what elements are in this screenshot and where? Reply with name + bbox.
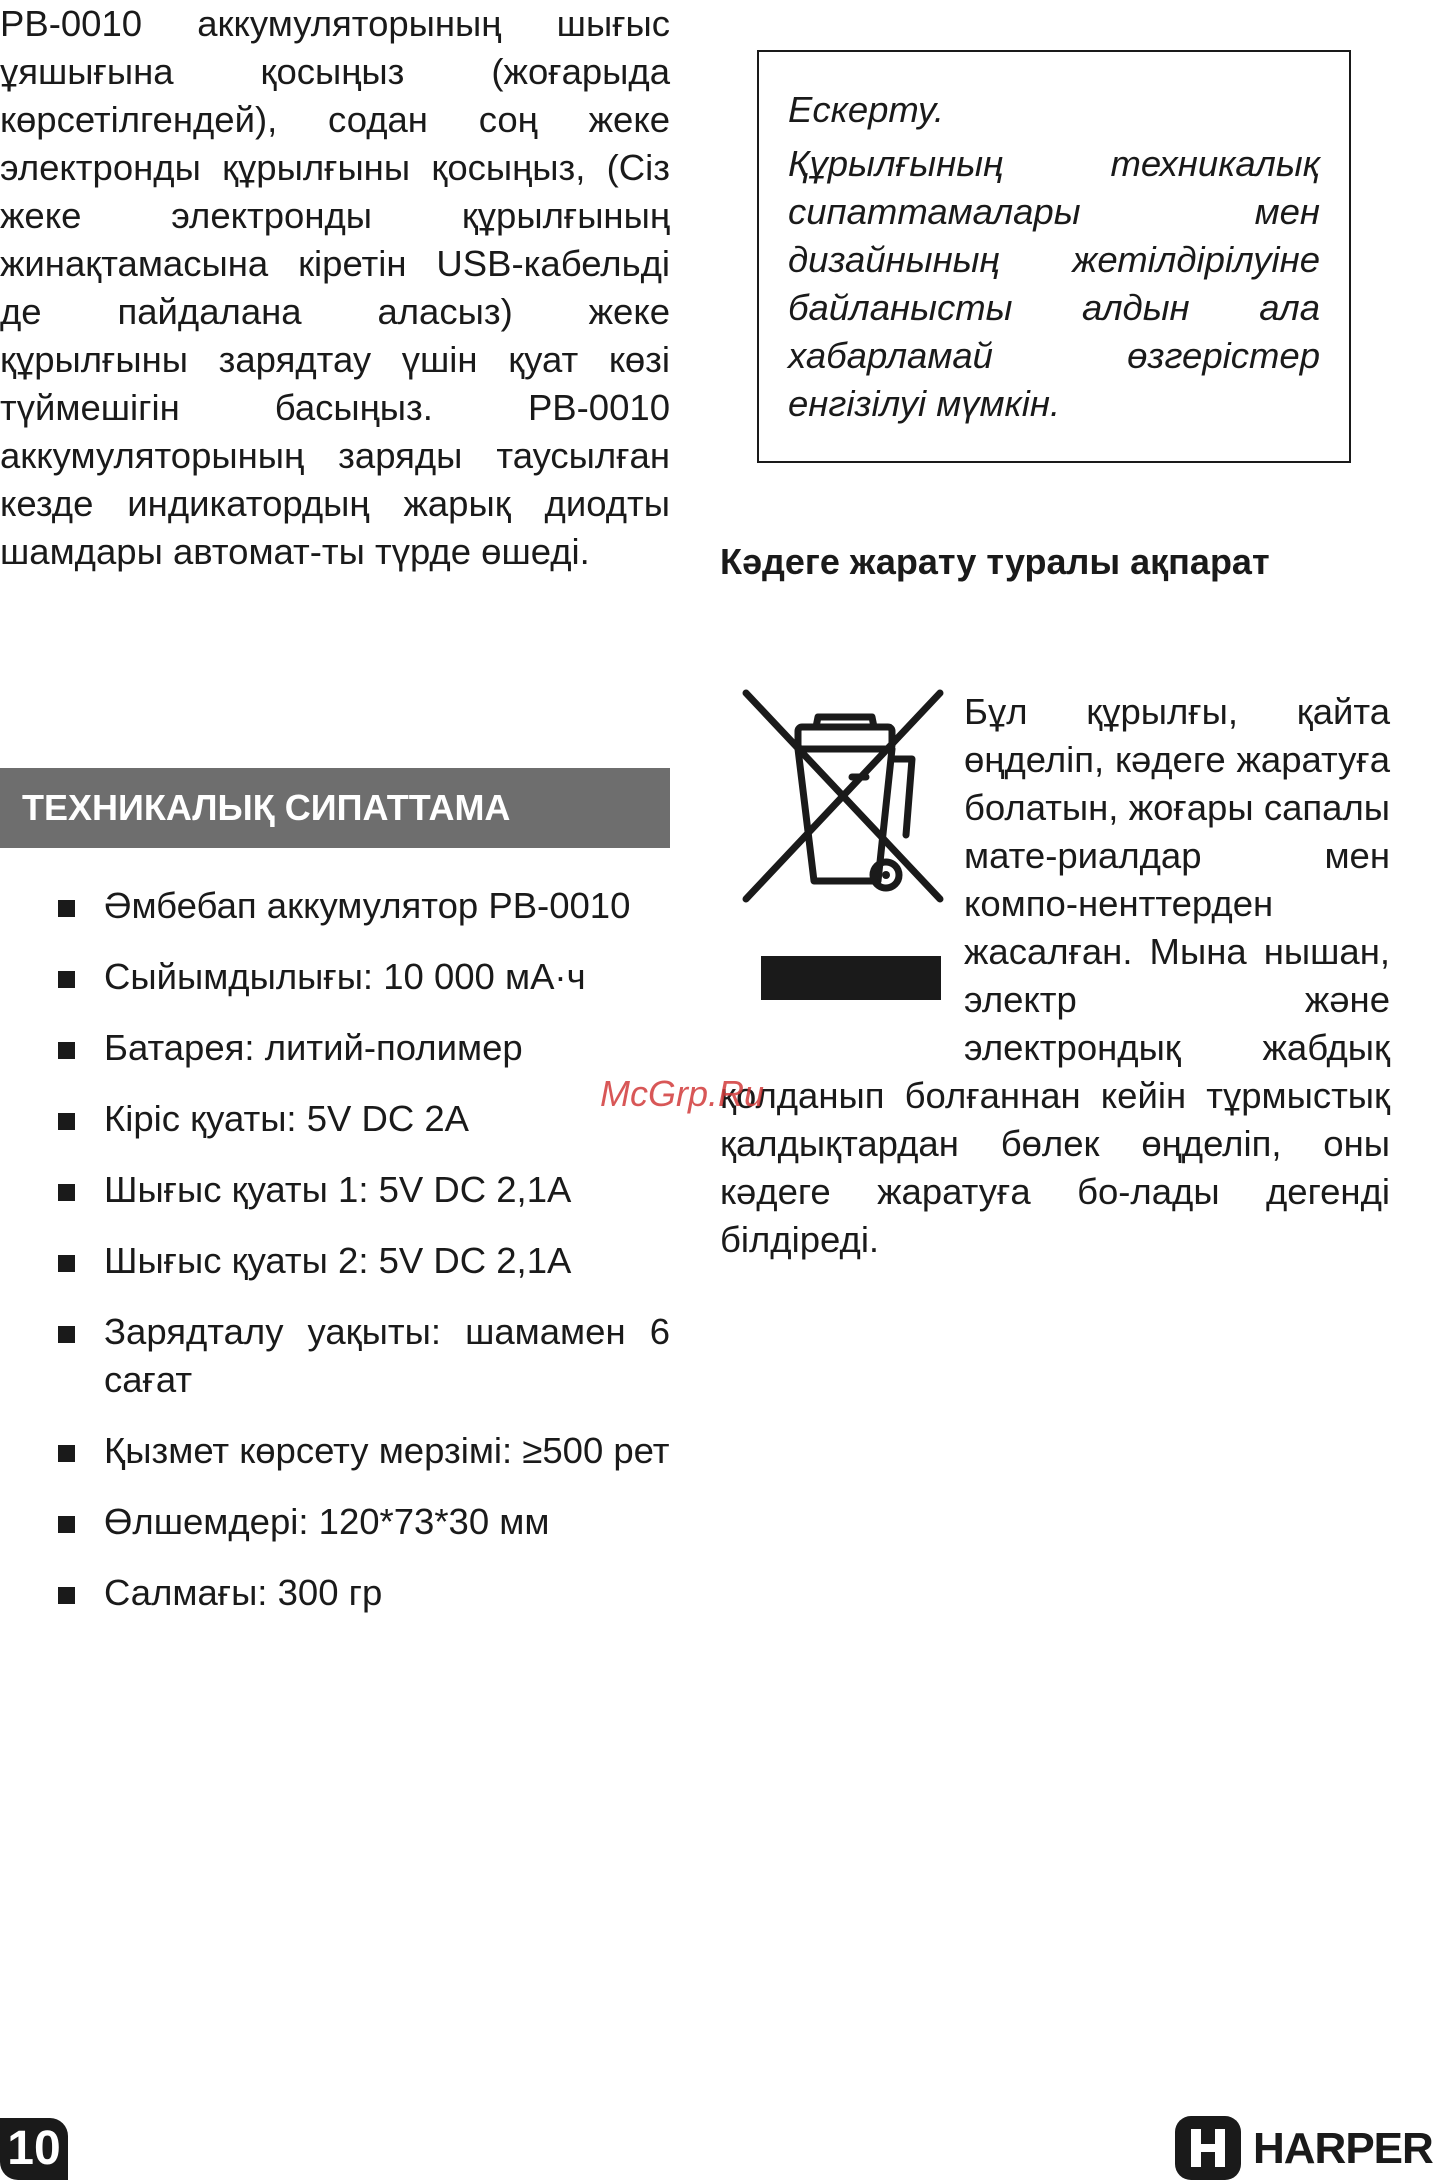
spec-item (58, 1166, 670, 1214)
spec-item-text: Зарядталу уақыты: шамамен 6 сағат (104, 1311, 670, 1400)
bullet-square-icon (58, 971, 75, 988)
spec-item-text: Шығыс қуаты 2: 5V DC 2,1A (104, 1240, 572, 1281)
bullet-square-icon (58, 1042, 75, 1059)
harper-h-logo-icon (1175, 2116, 1241, 2180)
bullet-square-icon (58, 1113, 75, 1130)
spec-item-text: Кіріс қуаты: 5V DC 2A (104, 1098, 469, 1139)
spec-item (58, 1024, 670, 1072)
brand-name: HARPER (1253, 2124, 1433, 2173)
bullet-square-icon (58, 1445, 75, 1462)
spec-item (58, 1095, 670, 1143)
spec-item (58, 1308, 670, 1404)
watermark: McGrp.Ru (600, 1073, 765, 1114)
icon-float-spacer (720, 688, 964, 1072)
spec-item (58, 882, 670, 930)
spec-item (58, 1427, 670, 1475)
bullet-square-icon (58, 900, 75, 917)
note-title: Ескерту. (788, 89, 944, 130)
spec-item-text: Өлшемдері: 120*73*30 мм (104, 1501, 550, 1542)
page-number: 10 (0, 2118, 68, 2180)
spec-item-text: Батарея: литий-полимер (104, 1027, 523, 1068)
spec-item-text: Шығыс қуаты 1: 5V DC 2,1A (104, 1169, 572, 1210)
spec-item (58, 1237, 670, 1285)
spec-item-text: Сыйымдылығы: 10 000 мА·ч (104, 956, 586, 997)
bullet-square-icon (58, 1516, 75, 1533)
bullet-square-icon (58, 1326, 75, 1343)
spec-item (58, 1498, 670, 1546)
disposal-text-block (720, 688, 1390, 1264)
bullet-square-icon (58, 1255, 75, 1272)
spec-list (58, 882, 670, 1640)
spec-item-text: Әмбебап аккумулятор PB-0010 (104, 885, 631, 926)
disposal-title: Кәдеге жарату туралы ақпарат (720, 541, 1270, 582)
bullet-square-icon (58, 1587, 75, 1604)
spec-item (58, 1569, 670, 1617)
intro-paragraph: PB-0010 аккумуляторының шығыс ұяшығына қосыңыз (жоғарыда көрсетілгендей), содан соң жеке электронды құрылғыны қосыңыз, (Сіз жеке электронды құрылғының жинақтамасына кіретін USB-кабельді де пайдалана аласыз) жеке құрылғыны зарядтау үшін қуат көзі түймешігін басыңыз. PB-0010 аккумуляторының заряды таусылған кезде индикатордың жарық диодты шамдары автомат-ты түрде өшеді. (0, 3, 670, 572)
bullet-square-icon (58, 1184, 75, 1201)
spec-item (58, 953, 670, 1001)
spec-item-text: Салмағы: 300 гр (104, 1572, 383, 1613)
note-box (757, 50, 1351, 463)
disposal-text: Бұл құрылғы, қайта өңделіп, кәдеге жаратуға болатын, жоғары сапалы мате-риалдар мен компо-ненттерден жасалған. Мына нышан, электр және электрондық жабдық қолданып болғаннан кейін тұрмыстық қалдықтардан бөлек өңделіп, оны кәдеге жаратуға бо-лады дегенді білдіреді. (720, 691, 1390, 1260)
spec-section-header: ТЕХНИКАЛЫҚ СИПАТТАМА (0, 768, 670, 848)
note-body: Құрылғының техникалық сипаттамалары мен дизайнының жетілдірілуіне байланысты алдын ала хабарламай өзгерістер енгізілуі мүмкін. (788, 143, 1320, 424)
spec-item-text: Қызмет көрсету мерзімі: ≥500 рет (104, 1430, 670, 1471)
